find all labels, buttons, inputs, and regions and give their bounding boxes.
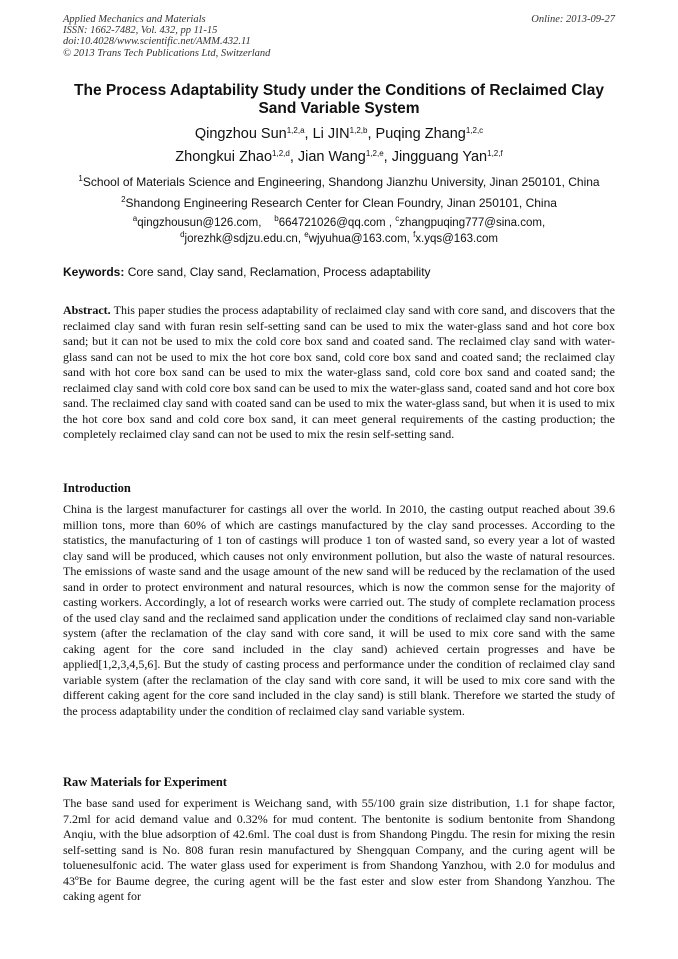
raw-materials-text: The base sand used for experiment is Weichang sand, with 55/100 grain size distribution, 1.1 for shape factor, 7.2ml for acid demand value and 0.32% for mud content. The bentonite is sodium bentonite from Shandong Anqiu, with the blue adsorption of 42.6ml. The coal dust is from Shandong Pingdu. The resin for mixing the resin self-setting sand is No. 808 furan resin manufactured by Shengquan Company, and the curing agent will be toluenesulfonic acid. The water glass used for experiment is from Shandong Yanzhou, with 2.0 for modulus and 43ºBe for Baume degree, the curing agent will be the fast ester and slow ester from Shandong Yanzhou. The caking agent for [63, 796, 615, 903]
email-link[interactable]: qingzhousun@126.com, [137, 217, 262, 229]
keywords-label: Keywords: [63, 265, 125, 279]
affiliation-text: Shandong Engineering Research Center for Clean Foundry, Jinan 250101, China [125, 196, 557, 210]
abstract [63, 303, 615, 443]
email-link[interactable]: wjyuhua@163.com, [308, 232, 410, 245]
journal-name: Applied Mechanics and Materials [63, 14, 206, 25]
author-sup: 1,2,f [487, 149, 503, 158]
author-list [40, 123, 638, 169]
author-name: Jian Wang [297, 149, 366, 165]
abstract-text: This paper studies the process adaptability of reclaimed clay sand with core sand, and discovers that the reclaimed clay sand with furan resin self-setting sand can be used to mix the water-glass sand and hot core box sand; but it can not be used to mix the cold core box sand and coated sand. The reclaimed clay sand with water-glass sand can not be used to mix the hot core box sand, cold core box sand and coated sand; the reclaimed clay sand with hot core box sand can be used to mix the water-glass sand, cold core box sand and coated sand; the reclaimed clay sand with cold core box sand can be used to mix the water-glass sand, coated sand and hot core box sand. The reclaimed clay sand with coated sand can be used to mix the water-glass sand, but when it is used to mix the hot core box sand and cold core box sand, it can meet general requirements of the casting production; the completely reclaimed clay sand can not be used to mix the resin self-setting sand. [63, 303, 615, 441]
email-link[interactable]: 664721026@qq.com , [278, 217, 393, 229]
copyright: © 2013 Trans Tech Publications Ltd, Switzerland [63, 47, 271, 59]
email-line-2 [60, 229, 618, 248]
keywords [63, 265, 615, 279]
online-date: Online: 2013-09-27 [531, 14, 615, 25]
title-line-1: The Process Adaptability Study under the Conditions of Reclaimed Clay [74, 82, 604, 99]
paper-title [50, 82, 628, 118]
keywords-text: Core sand, Clay sand, Reclamation, Process adaptability [127, 265, 431, 279]
affiliation-text: School of Materials Science and Engineering, Shandong Jianzhu University, Jinan 250101, China [82, 175, 600, 189]
author-sup: 1,2,b [349, 126, 368, 135]
author-sup: 1,2,a [286, 126, 305, 135]
author-sup: 1,2,d [272, 149, 290, 158]
section-heading-raw-materials: Raw Materials for Experiment [63, 775, 227, 789]
email-list [60, 216, 618, 247]
issn: ISSN: 1662-7482, Vol. 432, pp 11-15 [63, 25, 218, 37]
affiliation-1 [40, 175, 638, 190]
journal-header [63, 14, 615, 59]
title-line-2: Sand Variable System [258, 100, 420, 117]
email-link[interactable]: jorezhk@sdjzu.edu.cn, [184, 232, 302, 245]
author-line-1: Qingzhou Sun$^{1,2,a}$, Li JIN$^{1,2,b}$, Puqing Zhang$^{1,2,c}$ [194, 126, 484, 142]
author-name: Jingguang Yan [391, 149, 488, 165]
email-link[interactable]: zhangpuqing777@sina.com, [399, 217, 546, 229]
section-heading-introduction: Introduction [63, 481, 131, 495]
email-line-1 [60, 216, 618, 232]
author-line-2: Zhongkui Zhao$^{1,2,d}$, Jian Wang$^{1,2,e}$, Jingguang Yan$^{1,2,f}$ [175, 149, 503, 165]
author-sup: 1,2,e [365, 149, 384, 158]
affiliation-num: 1 [78, 174, 83, 183]
email-link[interactable]: x.yqs@163.com [415, 232, 498, 245]
author-name: Puqing Zhang [375, 126, 466, 142]
introduction-text: China is the largest manufacturer for castings all over the world. In 2010, the casting output reached about 39.6 million tons, more than 60% of which are castings manufactured by the clay sand processes. According to the statistics, the manufacturing of 1 ton of castings will produce 1 ton of wasted sand, so every year a lot of wasted clay sand will be produced, which causes not only environment pollution, but also the waste of natural resources. The emissions of waste sand and the usage amount of the new sand will be reduced by the reclamation of the used sand in order to protect environment and natural resources, which is now the common sense for the majority of casting workers. Accordingly, a lot of research works were carried out. The study of complete reclamation process of the used clay sand and the reclaimed sand application under the conditions of reclaimed clay sand non-variable system (after the reclamation of the clay sand with core sand, it will be used to mix core sand with the same caking agent for the core sand included in the clay sand) achieved certain progresses and have be applied[1,2,3,4,5,6]. But the study of casting process and performance under the condition of reclaimed clay sand variable system (after the reclamation of the clay sand with core sand, it will be used to mix core sand with the different caking agent for the core sand included in the clay sand) is still blank. Therefore we started the study of the process adaptability under the condition of reclaimed clay sand variable system. [63, 502, 615, 718]
author-name: Li JIN [312, 126, 350, 142]
abstract-label: Abstract. [63, 303, 111, 317]
affiliation-2 [40, 196, 638, 211]
affiliation-num: 2 [121, 195, 126, 204]
author-name: Qingzhou Sun [194, 126, 287, 142]
email-sup: f [413, 229, 416, 239]
email-sup: e [304, 229, 309, 239]
email-sup: a [132, 214, 138, 223]
doi: doi:10.4028/www.scientific.net/AMM.432.11 [63, 36, 251, 48]
author-sup: 1,2,c [465, 126, 484, 135]
email-sup: c [395, 214, 400, 223]
author-name: Zhongkui Zhao [175, 149, 273, 165]
email-sup: d [180, 229, 185, 239]
email-sup: b [274, 214, 279, 223]
